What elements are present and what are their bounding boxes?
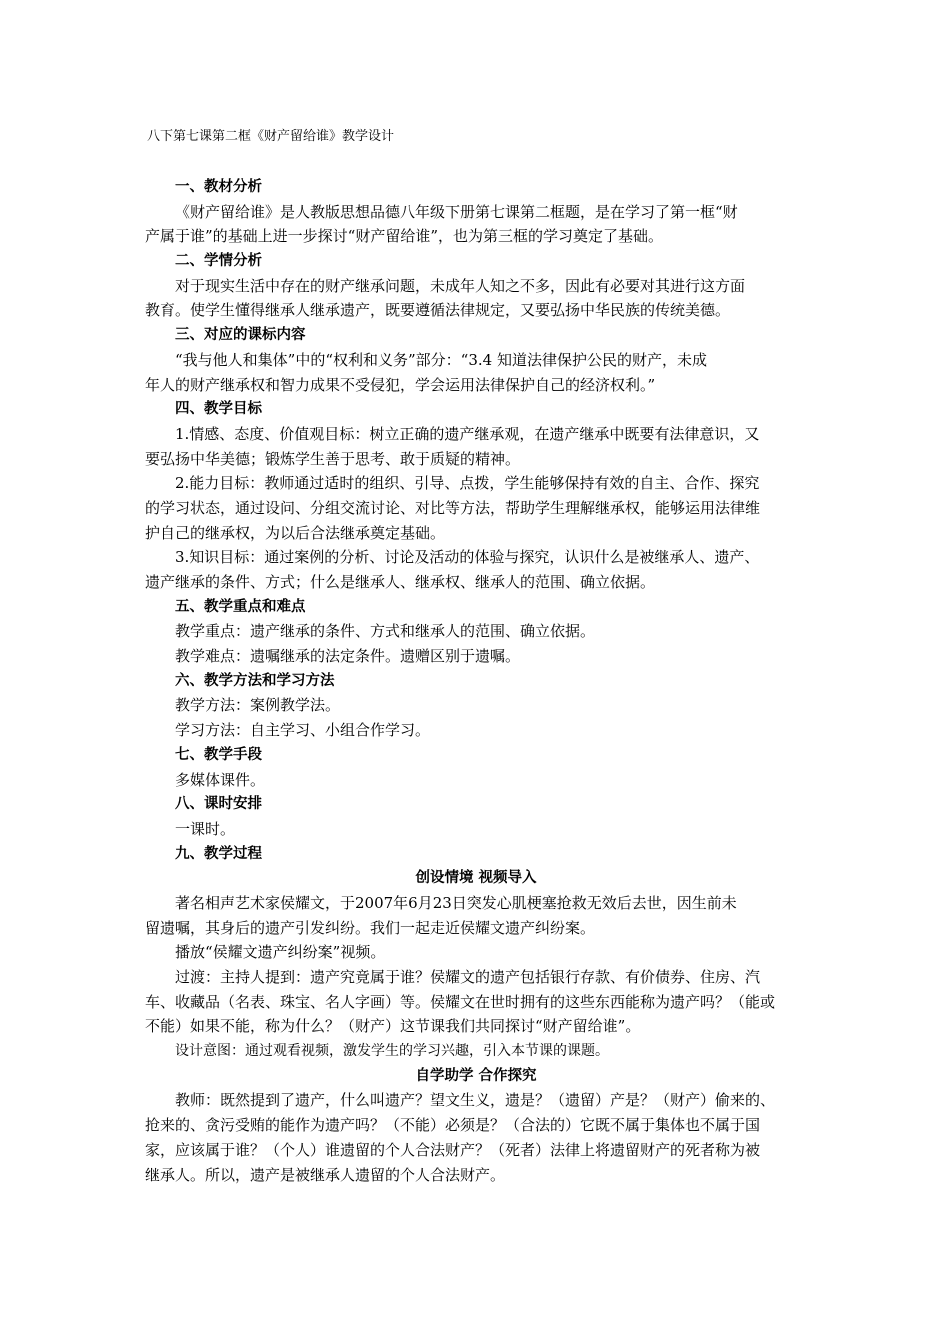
paragraph-line: 设计意图：通过观看视频，激发学生的学习兴趣，引入本节课的课题。 [175, 1043, 609, 1060]
paragraph-line: 车、收藏品（名表、珠宝、名人字画）等。侯耀文在世时拥有的这些东西能称为遗产吗？（能或 [145, 992, 776, 1011]
section-heading: 六、教学方法和学习方法 [175, 672, 335, 689]
section-heading: 自学助学 合作探究 [415, 1067, 537, 1084]
paragraph-line: 过渡：主持人提到：遗产究竟属于谁？侯耀文的遗产包括银行存款、有价债券、住房、汽 [175, 968, 761, 986]
document-body [145, 175, 807, 1187]
paragraph-line: 对于现实生活中存在的财产继承问题，未成年人知之不多，因此有必要对其进行这方面 [175, 276, 746, 295]
paragraph-line: 遗产继承的条件、方式；什么是继承人、继承权、继承人的范围、确立依据。 [145, 573, 656, 591]
paragraph-line: 教学方法：案例教学法。 [175, 696, 341, 715]
section-heading: 五、教学重点和难点 [175, 598, 306, 615]
paragraph-line: 著名相声艺术家侯耀文，于2007年6月23日突发心肌梗塞抢救无效后去世，因生前未 [175, 893, 737, 912]
paragraph-line: 的学习状态，通过设问、分组交流讨论、对比等方法，帮助学生理解继承权，能够运用法律维 [145, 498, 761, 517]
paragraph-line: 教育。使学生懂得继承人继承遗产，既要遵循法律规定，又要弘扬中华民族的传统美德。 [145, 301, 731, 320]
paragraph-line: 教学重点：遗产继承的条件、方式和继承人的范围、确立依据。 [175, 622, 596, 641]
paragraph-line: 家，应该属于谁？（个人）谁遗留的个人合法财产？（死者）法律上将遗留财产的死者称为被 [145, 1140, 761, 1159]
paragraph-line: 3.知识目标：通过案例的分析、讨论及活动的体验与探究，认识什么是被继承人、遗产、 [175, 548, 760, 567]
paragraph-line: 学习方法：自主学习、小组合作学习。 [175, 721, 431, 740]
paragraph-line: 留遗嘱，其身后的遗产引发纠纷。我们一起走近侯耀文遗产纠纷案。 [145, 918, 596, 937]
section-heading: 创设情境 视频导入 [415, 870, 537, 887]
section-heading: 八、课时安排 [175, 796, 262, 813]
paragraph-line: 继承人。所以，遗产是被继承人遗留的个人合法财产。 [145, 1165, 506, 1184]
paragraph-line: 播放“侯耀文遗产纠纷案”视频。 [175, 943, 386, 962]
section-heading: 一、教材分析 [175, 179, 262, 195]
paragraph-line: 2.能力目标：教师通过适时的组织、引导、点拨，学生能够保持有效的自主、合作、探究 [175, 474, 760, 493]
paragraph-line: 抢来的、贪污受贿的能作为遗产吗？（不能）必须是？（合法的）它既不属于集体也不属于国 [145, 1116, 761, 1135]
paragraph-line: 不能）如果不能，称为什么？（财产）这节课我们共同探讨“财产留给谁”。 [145, 1017, 641, 1036]
paragraph-line: “我与他人和集体”中的“权利和义务”部分：“3.4 知道法律保护公民的财产，未成 [175, 350, 707, 369]
document-title: 八下第七课第二框《财产留给谁》教学设计 [147, 129, 395, 144]
section-heading: 七、教学手段 [175, 746, 262, 763]
section-heading: 九、教学过程 [175, 845, 262, 862]
section-heading: 二、学情分析 [175, 253, 262, 270]
section-heading: 四、教学目标 [175, 401, 262, 418]
section-heading: 三、对应的课标内容 [175, 327, 306, 344]
paragraph-line: 《财产留给谁》是人教版思想品德八年级下册第七课第二框题，是在学习了第一框“财 [175, 202, 738, 221]
paragraph-line: 多媒体课件。 [175, 770, 266, 789]
paragraph-line: 年人的财产继承权和智力成果不受侵犯，学会运用法律保护自己的经济权利。” [145, 375, 656, 394]
paragraph-line: 护自己的继承权，为以后合法继承奠定基础。 [145, 523, 446, 542]
paragraph-line: 一课时。 [175, 819, 236, 838]
paragraph-line: 教师：既然提到了遗产，什么叫遗产？望文生义，遗是？（遗留）产是？（财产）偷来的、 [175, 1091, 776, 1110]
paragraph-line: 1.情感、态度、价值观目标：树立正确的遗产继承观，在遗产继承中既要有法律意识，又 [175, 424, 760, 443]
paragraph-line: 要弘扬中华美德；锻炼学生善于思考、敢于质疑的精神。 [145, 449, 521, 468]
paragraph-line: 教学难点：遗嘱继承的法定条件。遗赠区别于遗嘱。 [175, 647, 521, 666]
paragraph-line: 产属于谁”的基础上进一步探讨“财产留给谁”，也为第三框的学习奠定了基础。 [145, 227, 664, 246]
